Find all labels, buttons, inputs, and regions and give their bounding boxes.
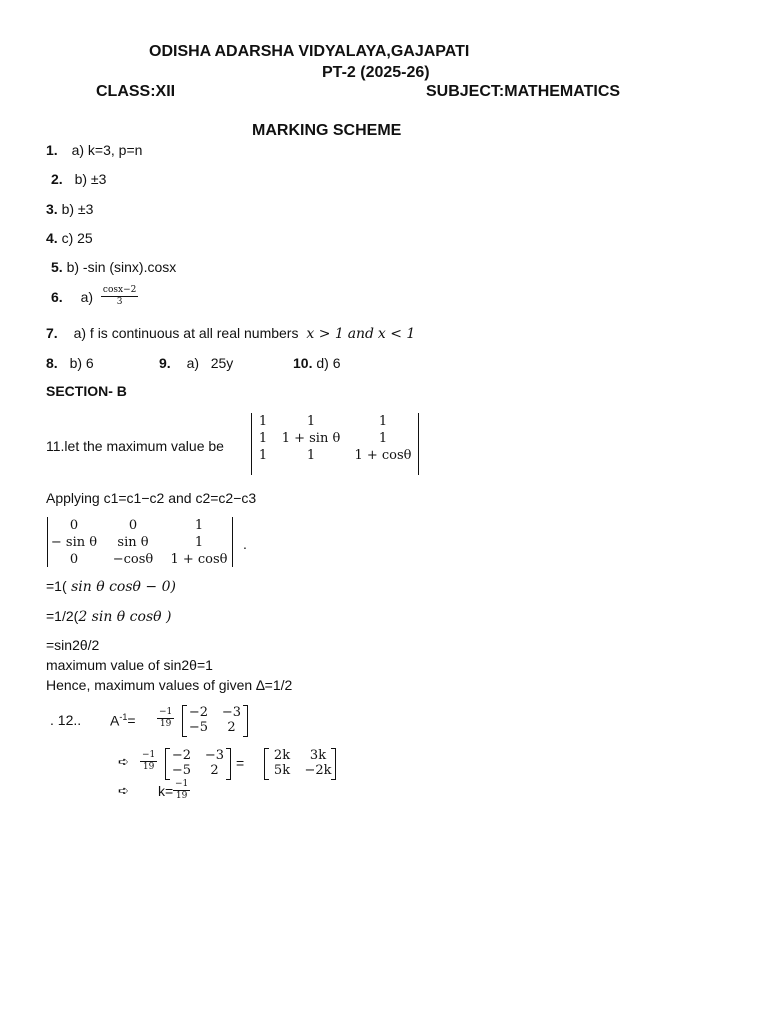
matrix-cell: sin θ (117, 535, 149, 550)
matrix-cell: 1 + cosθ (354, 448, 412, 463)
exam-name: PT-2 (2025-26) (322, 64, 430, 81)
answer-number: 6. (51, 288, 63, 305)
applying-step: Applying c1=c1−c2 and c2=c2−c3 (46, 490, 257, 506)
fraction-denominator: 19 (142, 762, 155, 772)
determinant-grid (48, 517, 232, 568)
step-1 (46, 578, 176, 595)
q11-intro: 11.let the maximum value be (46, 438, 224, 454)
answer-10 (293, 355, 340, 371)
matrix-cell: − sin θ (50, 535, 98, 550)
step-prefix: =1/2( (46, 608, 79, 624)
answer-9 (159, 355, 233, 371)
answer-5 (51, 259, 176, 275)
matrix-grid (165, 748, 231, 778)
implies-arrow-icon: ➪ (118, 783, 129, 798)
k-fraction (173, 779, 190, 802)
matrix-cell: 1 (306, 448, 316, 463)
matrix-grid (264, 748, 336, 778)
answer-text: b) 6 (69, 355, 94, 371)
fraction-denominator: 3 (116, 297, 123, 307)
answer-text: d) 6 (316, 355, 341, 371)
fraction-numerator: −1 (142, 750, 156, 760)
matrix-cell: 0 (128, 518, 138, 533)
answer-6 (51, 285, 138, 308)
matrix-cell: 5k (273, 763, 291, 778)
matrix-cell: 2k (273, 748, 291, 763)
q12-number: . 12.. (50, 712, 82, 728)
answer-number: 9. (159, 355, 171, 371)
matrix-grid (182, 705, 248, 735)
fraction-numerator: cosx−2 (102, 285, 137, 295)
step-math: sin θ cosθ − 0) (66, 579, 176, 595)
subject-label: SUBJECT:MATHEMATICS (426, 83, 621, 100)
determinant-grid (252, 413, 418, 464)
determinant-dot: . (243, 536, 247, 552)
fraction-numerator: −1 (159, 707, 173, 717)
matrix-cell: 2 (227, 720, 236, 735)
section-heading: SECTION- B (46, 383, 127, 399)
scalar-fraction (157, 707, 174, 730)
answer-text: c) 25 (61, 230, 93, 246)
school-name: ODISHA ADARSHA VIDYALAYA,GAJAPATI (149, 43, 470, 60)
answer-text: a) f is continuous at all real numbers (73, 325, 299, 341)
matrix-name: A (110, 712, 120, 729)
step-math: 2 sin θ cosθ ) (78, 609, 172, 625)
answer-number: 3. (46, 201, 58, 217)
fraction-denominator: 19 (175, 791, 188, 801)
matrix-cell: 0 (69, 518, 79, 533)
scalar-fraction (140, 750, 157, 773)
matrix-cell: −3 (204, 748, 225, 763)
answer-number: 4. (46, 230, 58, 246)
math-expression: x < 1 (377, 326, 416, 342)
answer-3 (46, 201, 93, 217)
matrix-cell: 1 (194, 535, 204, 550)
matrix-cell: 1 + cosθ (170, 552, 228, 567)
matrix-cell: 0 (69, 552, 79, 567)
answer-number: 1. (46, 142, 58, 158)
matrix-cell: −2 (171, 748, 192, 763)
step-5: Hence, maximum values of given ∆=1/2 (46, 677, 293, 693)
determinant-2 (47, 517, 233, 567)
matrix-cell: −5 (171, 763, 192, 778)
equals-sign: = (236, 755, 245, 771)
k-label: k= (158, 783, 174, 799)
fraction-numerator: −1 (175, 779, 189, 789)
matrix-k (264, 748, 336, 780)
implies-arrow-icon: ➪ (118, 754, 129, 769)
math-and: and (347, 326, 375, 342)
matrix-cell: 1 (194, 518, 204, 533)
answer-number: 8. (46, 355, 58, 371)
matrix-cell: −3 (221, 705, 242, 720)
matrix-cell: 1 (378, 431, 388, 446)
fraction-denominator: 19 (159, 719, 172, 729)
step-prefix: =1( (46, 578, 67, 594)
page-title: MARKING SCHEME (252, 122, 402, 139)
answer-1 (46, 142, 142, 158)
matrix-a (165, 748, 231, 780)
answer-text: a) k=3, p=n (71, 142, 143, 158)
matrix-cell: −cosθ (112, 552, 154, 567)
matrix-cell: 2 (210, 763, 219, 778)
answer-text: a) (80, 288, 94, 305)
answer-text: b) ±3 (74, 171, 107, 187)
matrix-cell: −2 (188, 705, 209, 720)
answer-7 (46, 325, 415, 342)
matrix-cell: 3k (309, 748, 327, 763)
answer-text: a) 25y (186, 355, 234, 371)
inverse-superscript: -1 (119, 712, 128, 722)
answer-number: 5. (51, 259, 63, 275)
class-label: CLASS:XII (96, 83, 176, 100)
matrix-a-inverse (182, 705, 248, 737)
answer-number: 2. (51, 171, 63, 187)
math-expression: x > 1 (306, 326, 344, 342)
answer-fraction (101, 285, 138, 308)
matrix-cell: 1 (306, 414, 316, 429)
answer-8 (46, 355, 94, 371)
matrix-cell: −5 (188, 720, 209, 735)
matrix-cell: 1 (258, 414, 268, 429)
answer-text: b) ±3 (61, 201, 94, 217)
determinant-1 (251, 413, 419, 475)
answer-text: b) -sin (sinx).cosx (66, 259, 177, 275)
matrix-cell: 1 (258, 448, 268, 463)
q12-inverse-label (110, 712, 136, 729)
answer-2 (51, 171, 106, 187)
answer-number: 7. (46, 325, 58, 341)
equals-sign: = (127, 712, 136, 729)
matrix-cell: −2k (304, 763, 332, 778)
matrix-cell: 1 (378, 414, 388, 429)
matrix-cell: 1 + sin θ (281, 431, 341, 446)
answer-number: 10. (293, 355, 313, 371)
matrix-cell: 1 (258, 431, 268, 446)
step-4: maximum value of sin2θ=1 (46, 657, 213, 673)
answer-4 (46, 230, 93, 246)
step-2 (46, 608, 171, 625)
step-3: =sin2θ/2 (46, 637, 100, 653)
